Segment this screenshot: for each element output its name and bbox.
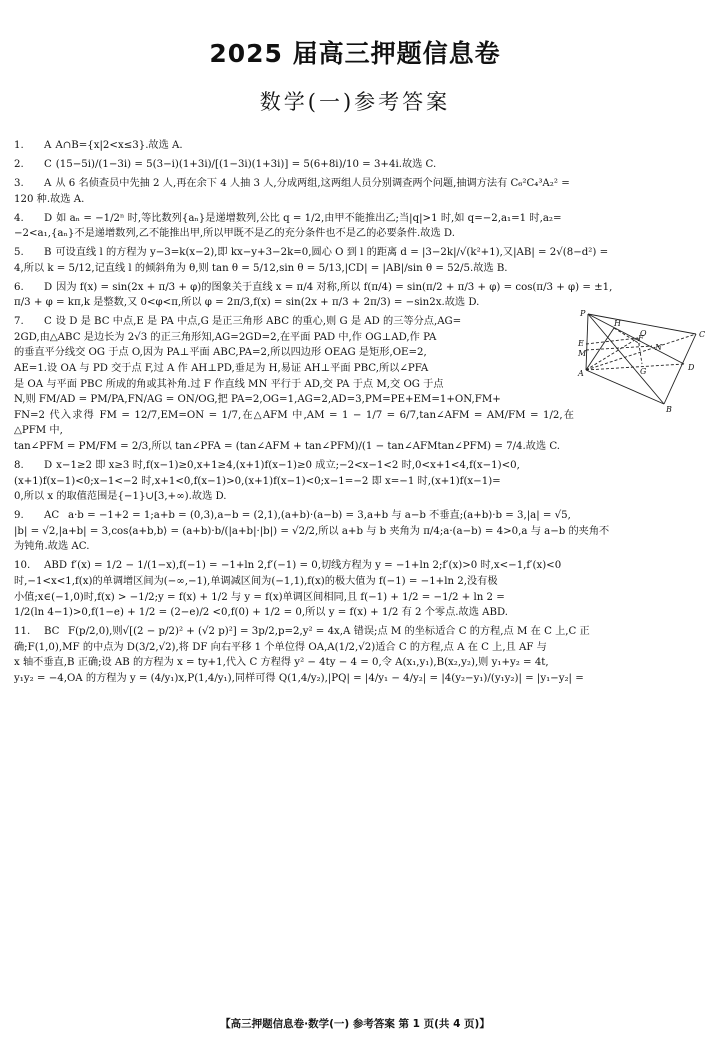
answer-number: 11. (14, 626, 31, 638)
answer-line (14, 211, 698, 227)
answer-text: 的垂直平分线交 OG 于点 O,因为 PA⊥平面 ABC,PA=2,所以四边形 OEAG 是矩形,OE=2, (14, 347, 427, 359)
answer-choice: AC (44, 510, 60, 522)
answer-choice: D (44, 460, 53, 472)
answer-text: −2<a₁,{aₙ}不是递增数列,乙不能推出甲,所以甲既不是乙的充分条件也不是乙的必要条件.故选 D. (14, 228, 455, 240)
answer-line (14, 176, 698, 192)
answer-line (14, 439, 574, 455)
answer-text: x−1≥2 即 x≥3 时,f(x−1)≥0,x+1≥4,(x+1)f(x−1)≥0 成立;−2<x−1<2 时,0<x+1<4,f(x−1)<0, (56, 460, 520, 472)
figure-edge (586, 346, 652, 350)
answer-choice: D (44, 212, 53, 224)
answer-line (14, 138, 698, 154)
answer-line (14, 539, 698, 555)
answer-choice: C (44, 316, 52, 328)
figure-label: G (640, 367, 647, 377)
answer-text: 2GD,由△ABC 是边长为 2√3 的正三角形知,AG=2GD=2,在平面 PAD 中,作 OG⊥AD,作 PA (14, 331, 437, 343)
answer-line (14, 574, 698, 590)
answer-text: (15−5i)/(1−3i) = 5(3−i)(1+3i)/[(1−3i)(1+3i)] = 5(6+8i)/10 = 3+4i.故选 C. (55, 158, 437, 170)
answer-number: 10. (14, 560, 31, 572)
figure-label: E (578, 339, 584, 349)
answer-text: 可设直线 l 的方程为 y−3=k(x−2),即 kx−y+3−2k=0,圆心 O 到 l 的距离 d = |3−2k|/√(k²+1),又|AB| = 2√(8−d²) = (55, 247, 609, 259)
figure-label: N (655, 343, 662, 353)
answer-number: 3. (14, 177, 24, 189)
answer-line (14, 605, 698, 621)
answer-line (14, 590, 698, 606)
answer-item (14, 157, 698, 173)
answer-number: 9. (14, 510, 24, 522)
answer-item (14, 458, 698, 505)
answer-item (14, 176, 698, 207)
answer-text: 0,所以 x 的取值范围是{−1}∪[3,+∞).故选 D. (14, 491, 227, 503)
answer-item (14, 624, 698, 686)
answer-choice: C (44, 158, 52, 170)
figure-edge (586, 314, 588, 370)
answer-number: 8. (14, 460, 24, 472)
answer-item (14, 138, 698, 154)
figure-label: P (580, 309, 586, 319)
answer-text: x 轴不垂直,B 正确;设 AB 的方程为 x = ty+1,代入 C 方程得 y² − 4ty − 4 = 0,令 A(x₁,y₁),B(x₂,y₂),则 y₁+y₂ = 4t, (14, 657, 549, 669)
figure-label: A (578, 369, 584, 379)
answer-text: a·b = −1+2 = 1;a+b = (0,3),a−b = (2,1),(a+b)·(a−b) = 3,a+b 与 a−b 不垂直;(a+b)·b = 3,|a| = √5, (68, 510, 571, 522)
answer-line (14, 280, 698, 296)
answer-choice: B (44, 247, 52, 259)
figure-edge (586, 328, 614, 370)
answer-text: y₁y₂ = −4,OA 的方程为 y = (4/y₁)x,P(1,4/y₁),同样可得 Q(1,4/y₂),|PQ| = |4/y₁ − 4/y₂| = |4(y₂−y₁)/(y₁y₂)| = |y₁−y₂| = (14, 672, 584, 684)
figure-edge (586, 370, 664, 404)
answer-text: F(p/2,0),则√[(2 − p/2)² + (√2 p)²] = 3p/2,p=2,y² = 4x,A 错误;点 M 的坐标适合 C 的方程,点 M 在 C 上,C 正 (68, 626, 590, 638)
answer-number: 6. (14, 281, 24, 293)
answer-line (14, 377, 574, 393)
page-footer: 【高三押题信息卷·数学(一) 参考答案 第 1 页(共 4 页)】 (220, 1018, 490, 1030)
answer-line (14, 489, 698, 505)
figure-edge (614, 328, 640, 344)
answer-text: FN=2 代入求得 FM = 12/7,EM=ON = 1/7,在△AFM 中,AM = 1 − 1/7 = 6/7,tan∠AFM = AM/FM = 1/2,在△PFM 中, (14, 409, 574, 437)
answer-line (14, 474, 698, 490)
answer-text: 因为 f(x) = sin(2x + π/3 + φ)的图象关于直线 x = π/4 对称,所以 f(π/4) = sin(π/2 + π/3 + φ) = cos(π/3 + φ) = ±1, (56, 281, 613, 293)
answer-line (14, 624, 698, 640)
answer-line (14, 558, 698, 574)
answer-number: 2. (14, 158, 24, 170)
answer-text: 从 6 名侦查员中先抽 2 人,再在余下 4 人抽 3 人,分成两组,这两组人员分别调查两个问题,抽调方法有 C₆²C₄³A₂² = (55, 177, 570, 189)
answer-line (14, 345, 574, 361)
answer-line (14, 640, 698, 656)
answer-text: 是 OA 与平面 PBC 所成的角或其补角.过 F 作直线 MN 平行于 AD,交 PA 于点 M,交 OG 于点 (14, 378, 444, 390)
answer-line (14, 261, 698, 277)
answer-line (14, 392, 574, 408)
figure-label: C (699, 330, 706, 340)
answer-choice: BC (44, 626, 60, 638)
answer-text: π/3 + φ = kπ,k 是整数,又 0<φ<π,所以 φ = 2π/3,f(x) = sin(2x + π/3 + 2π/3) = −sin2x.故选 D. (14, 297, 480, 309)
answer-text: 如 aₙ = −1/2ⁿ 时,等比数列{aₙ}是递增数列,公比 q = 1/2,由甲不能推出乙;当|q|>1 时,如 q=−2,a₁=1 时,a₂= (56, 212, 562, 224)
answer-item (14, 558, 698, 620)
answer-line (14, 226, 698, 242)
answer-number: 7. (14, 316, 24, 328)
answer-text: 120 种.故选 A. (14, 193, 85, 205)
answer-item (14, 508, 698, 555)
figure-label: H (614, 319, 621, 329)
answer-line (14, 524, 698, 540)
figure-label: D (688, 363, 695, 373)
answer-item (14, 280, 698, 311)
answer-line (14, 330, 574, 346)
answer-text: 确;F(1,0),MF 的中点为 D(3/2,√2),将 DF 向右平移 1 个单位得 OA,A(1/2,√2)适合 C 的方程,点 A 在 C 上,且 AF 与 (14, 641, 547, 653)
figure-label: F (638, 334, 644, 344)
answer-text: tan∠PFM = PM/FM = 2/3,所以 tan∠PFA = (tan∠AFM + tan∠PFM)/(1 − tan∠AFMtan∠PFM) = 7/4.故选 C. (14, 441, 561, 453)
answer-text: AE=1.设 OA 与 PD 交于点 F,过 A 作 AH⊥PD,垂足为 H,易证 AH⊥平面 PBC,所以∠PFA (14, 363, 429, 375)
figure-edge (588, 314, 664, 404)
answer-text: 时,−1<x<1,f(x)的单调增区间为(−∞,−1),单调减区间为(−1,1),f(x)的极大值为 f(−1) = −1+ln 2,没有极 (14, 575, 498, 587)
answer-line (14, 408, 574, 439)
answer-line (14, 361, 574, 377)
answer-line (14, 655, 698, 671)
answers-list (14, 138, 706, 690)
answer-text: A∩B={x|2<x≤3}.故选 A. (55, 140, 183, 151)
answer-choice: A (44, 177, 52, 189)
answer-number: 5. (14, 247, 24, 259)
answer-number: 4. (14, 212, 24, 224)
answer-item (14, 211, 698, 242)
answer-text: (x+1)f(x−1)<0;x−1<−2 时,x+1<0,f(x−1)>0,(x+1)f(x−1)<0;x−1=−2 即 x=−1 时,(x+1)f(x−1)= (14, 475, 501, 487)
answer-choice: ABD (44, 560, 68, 572)
answer-text: 1/2(ln 4−1)>0,f(1−e) + 1/2 = (2−e)/2 <0,f(0) + 1/2 = 0,所以 y = f(x) + 1/2 有 2 个零点.故选 ABD. (14, 607, 509, 619)
answer-text: 设 D 是 BC 中点,E 是 PA 中点,G 是正三角形 ABC 的重心,则 G 是 AD 的三等分点,AG= (55, 316, 462, 328)
answer-text: |b| = √2,|a+b| = 3,cos⟨a+b,b⟩ = (a+b)·b/(|a+b|·|b|) = √2/2,所以 a+b 与 b 夹角为 π/4;a·(a−b) = 4>0,a 与 a−b 的夹角不 (14, 525, 610, 537)
figure-label: O (640, 329, 647, 339)
answer-text: N,则 FM/AD = PM/PA,FN/AG = ON/OG,把 PA=2,OG=1,AG=2,AD=3,PM=PE+EM=1+ON,FM+ (14, 394, 501, 406)
answer-item (14, 309, 706, 454)
answer-choice: A (44, 140, 52, 151)
answer-line (14, 458, 698, 474)
answer-line (14, 192, 698, 208)
answer-text: f′(x) = 1/2 − 1/(1−x),f(−1) = −1+ln 2,f′(−1) = 0,切线方程为 y = −1+ln 2;f′(x)>0 时,x<−1,f′(x)<0 (71, 560, 562, 572)
figure-edge (588, 314, 684, 364)
answer-line (14, 157, 698, 173)
page-subtitle: 数学(一)参考答案 (259, 90, 451, 114)
figure-label: M (578, 349, 587, 359)
answer-line (14, 671, 698, 687)
answer-line (14, 245, 698, 261)
page-title: 2025 届高三押题信息卷 (209, 39, 501, 68)
answer-number: 1. (14, 140, 24, 151)
answer-item (14, 245, 698, 276)
answer-text: 小值;x∈(−1,0)时,f(x) > −1/2;y = f(x) + 1/2 与 y = f(x)单调区间相同,且 f(−1) + 1/2 = −1/2 + ln 2 = (14, 591, 505, 603)
tetrahedron-figure (578, 308, 706, 415)
answer-text: 4,所以 k = 5/12,记直线 l 的倾斜角为 θ,则 tan θ = 5/12,sin θ = 5/13,|CD| = |AB|/sin θ = 52/5.故选 B. (14, 262, 508, 274)
figure-label: B (666, 405, 672, 415)
answer-line (14, 508, 698, 524)
answer-choice: D (44, 281, 53, 293)
answer-text: 为钝角.故选 AC. (14, 541, 90, 553)
answer-line (14, 314, 574, 330)
